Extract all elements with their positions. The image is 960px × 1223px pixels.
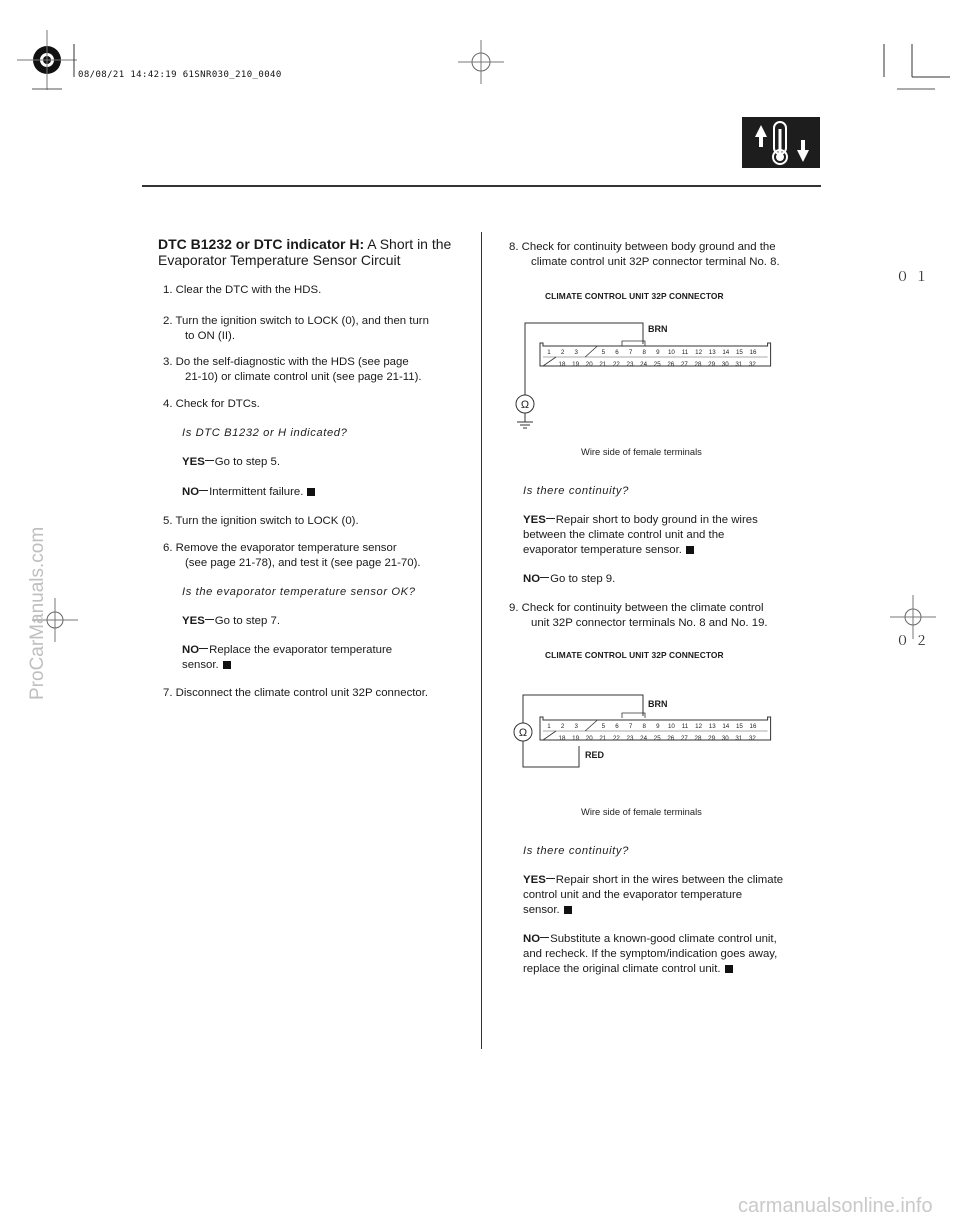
terminal-number: 21	[599, 361, 607, 368]
terminal-number: 7	[628, 349, 633, 356]
terminal-number: 3	[574, 349, 578, 356]
terminal-number: 2	[560, 723, 565, 730]
no-label: NO	[523, 933, 541, 945]
question-1: Is DTC B1232 or H indicated?	[182, 427, 348, 439]
terminal-number: 16	[749, 723, 757, 730]
terminal-number: 8	[642, 349, 646, 356]
terminal-number: 27	[680, 361, 688, 368]
terminal-number: 28	[694, 361, 702, 368]
terminal-number: 5	[601, 723, 606, 730]
terminal-number: 15	[735, 349, 743, 356]
terminal-number: 32	[748, 735, 756, 742]
step-3	[163, 355, 422, 385]
step-1: 1. Clear the DTC with the HDS.	[163, 284, 322, 296]
header-rule	[142, 185, 821, 187]
terminal-number: 22	[612, 361, 620, 368]
diagram-1-title: CLIMATE CONTROL UNIT 32P CONNECTOR	[545, 291, 724, 301]
no-2	[182, 643, 392, 673]
step-9-line1: 9. Check for continuity between the climate control	[509, 602, 764, 614]
step-2-line1: 2. Turn the ignition switch to LOCK (0), and then turn	[163, 315, 429, 327]
terminal-number: 15	[735, 723, 743, 730]
ohm-symbol: Ω	[520, 399, 530, 411]
no-3	[523, 572, 615, 587]
terminal-number: 21	[599, 735, 607, 742]
step-6	[163, 541, 421, 571]
no-2-text-line1: Replace the evaporator temperature	[209, 644, 393, 656]
crop-marks	[0, 0, 960, 120]
terminal-number: 14	[722, 349, 730, 356]
terminal-number: 11	[681, 349, 689, 356]
yes-3	[523, 513, 758, 558]
terminal-number: 14	[722, 723, 730, 730]
terminal-number: 2	[560, 349, 565, 356]
step-3-line2: 21-10) or climate control unit (see page 21-11).	[185, 371, 422, 383]
no-label: NO	[182, 486, 200, 498]
yes-3-text-line2: between the climate control unit and the	[523, 529, 725, 541]
diagram-1-connector	[505, 318, 785, 438]
print-stamp: 08/08/21 14:42:19 61SNR030_210_0040	[78, 70, 282, 80]
end-mark-icon	[564, 906, 572, 914]
terminal-number: 5	[601, 349, 606, 356]
yes-3-text-line1: Repair short to body ground in the wires	[555, 514, 758, 526]
terminal-number: 9	[656, 723, 660, 730]
terminal-number: 19	[572, 361, 580, 368]
terminal-number: 1	[547, 723, 551, 730]
step-3-line1: 3. Do the self-diagnostic with the HDS (see page	[163, 356, 409, 368]
terminal-number: 24	[640, 735, 648, 742]
step-6-line2: (see page 21-78), and test it (see page 21-70).	[185, 557, 421, 569]
diagram-1-caption: Wire side of female terminals	[581, 446, 702, 457]
terminal-number: 19	[572, 735, 580, 742]
no-label: NO	[182, 644, 200, 656]
step-8-line1: 8. Check for continuity between body ground and the	[509, 241, 776, 253]
terminal-number: 32	[748, 361, 756, 368]
no-4-text-line2: and recheck. If the symptom/indication goes away,	[523, 948, 778, 960]
end-mark-icon	[725, 965, 733, 973]
terminal-number: 11	[681, 723, 689, 730]
terminal-number: 7	[628, 723, 633, 730]
step-9	[509, 601, 768, 631]
terminal-number: 12	[695, 349, 703, 356]
step-5: 5. Turn the ignition switch to LOCK (0).	[163, 515, 359, 527]
yes-label: YES	[182, 456, 205, 468]
terminal-number: 26	[667, 361, 675, 368]
terminal-number: 10	[667, 349, 675, 356]
bottom-watermark: carmanualsonline.info	[738, 1195, 933, 1217]
terminal-number: 6	[615, 723, 619, 730]
no-1-text: Intermittent failure.	[209, 486, 304, 498]
diagram-2-caption: Wire side of female terminals	[581, 806, 702, 817]
terminal-number: 8	[642, 723, 646, 730]
step-9-line2: unit 32P connector terminals No. 8 and No. 19.	[531, 617, 768, 629]
temperature-sensor-icon	[742, 117, 820, 168]
terminal-number: 29	[708, 361, 716, 368]
terminal-number: 10	[667, 723, 675, 730]
diagram-2-connector	[505, 690, 785, 780]
section-heading	[158, 236, 478, 268]
question-3: Is there continuity?	[523, 485, 629, 497]
terminal-number: 18	[558, 735, 566, 742]
heading-title-line2: Evaporator Temperature Sensor Circuit	[158, 252, 401, 268]
terminal-number: 3	[574, 723, 578, 730]
diagram-2-wire-brn: BRN	[648, 699, 668, 709]
yes-label: YES	[523, 874, 546, 886]
terminal-number: 24	[640, 361, 648, 368]
step-7: 7. Disconnect the climate control unit 32P connector.	[163, 687, 429, 699]
heading-title-line1: A Short in the	[364, 236, 452, 252]
no-label: NO	[523, 573, 541, 585]
yes-4-text-line2: control unit and the evaporator temperature	[523, 889, 743, 901]
no-4-text-line3: replace the original climate control unit.	[523, 963, 721, 975]
step-4: 4. Check for DTCs.	[163, 398, 260, 410]
margin-number-2: ０２	[896, 634, 935, 649]
terminal-number: 29	[708, 735, 716, 742]
terminal-number: 18	[558, 361, 566, 368]
diagram-1-wire-brn: BRN	[648, 324, 668, 334]
yes-1	[182, 455, 280, 470]
terminal-number: 27	[680, 735, 688, 742]
step-8-line2: climate control unit 32P connector terminal No. 8.	[531, 256, 780, 268]
yes-2	[182, 614, 280, 629]
question-2: Is the evaporator temperature sensor OK?	[182, 586, 416, 598]
terminal-number: 22	[612, 735, 620, 742]
terminal-number: 12	[695, 723, 703, 730]
no-4	[523, 932, 777, 977]
terminal-number: 26	[667, 735, 675, 742]
margin-number-1: ０１	[896, 270, 935, 285]
terminal-number: 6	[615, 349, 619, 356]
terminal-number: 16	[749, 349, 757, 356]
terminal-number: 31	[735, 735, 743, 742]
yes-label: YES	[182, 615, 205, 627]
yes-label: YES	[523, 514, 546, 526]
ohm-symbol: Ω	[518, 727, 528, 739]
yes-4-text-line3: sensor.	[523, 904, 560, 916]
terminal-number: 13	[708, 723, 716, 730]
terminal-number: 31	[735, 361, 743, 368]
terminal-number: 28	[694, 735, 702, 742]
column-divider	[481, 232, 482, 1049]
terminal-number: 30	[721, 735, 729, 742]
step-2-line2: to ON (II).	[185, 330, 235, 342]
diagram-2-title: CLIMATE CONTROL UNIT 32P CONNECTOR	[545, 650, 724, 660]
terminal-number: 1	[547, 349, 551, 356]
terminal-number: 23	[626, 735, 634, 742]
yes-4-text-line1: Repair short in the wires between the climate	[555, 874, 784, 886]
terminal-number: 23	[626, 361, 634, 368]
end-mark-icon	[223, 661, 231, 669]
terminal-number: 9	[656, 349, 660, 356]
terminal-number: 25	[653, 735, 661, 742]
terminal-number: 20	[585, 735, 593, 742]
no-3-text: Go to step 9.	[550, 573, 616, 585]
yes-3-text-line3: evaporator temperature sensor.	[523, 544, 682, 556]
yes-4	[523, 873, 783, 918]
terminal-number: 30	[721, 361, 729, 368]
dtc-code: DTC B1232 or DTC indicator H:	[158, 236, 365, 252]
terminal-number: 20	[585, 361, 593, 368]
terminal-number: 25	[653, 361, 661, 368]
end-mark-icon	[307, 488, 315, 496]
step-6-line1: 6. Remove the evaporator temperature sensor	[163, 542, 397, 554]
diagram-2-wire-red: RED	[585, 750, 605, 760]
step-8	[509, 240, 780, 270]
yes-2-text: Go to step 7.	[214, 615, 281, 627]
side-watermark: ProCarManuals.com	[27, 526, 48, 700]
yes-1-text: Go to step 5.	[214, 456, 281, 468]
no-2-text-line2: sensor.	[182, 659, 219, 671]
end-mark-icon	[686, 546, 694, 554]
step-2	[163, 314, 429, 344]
terminal-number: 13	[708, 349, 716, 356]
no-4-text-line1: Substitute a known-good climate control unit,	[550, 933, 777, 945]
no-1	[182, 485, 315, 500]
question-4: Is there continuity?	[523, 845, 629, 857]
